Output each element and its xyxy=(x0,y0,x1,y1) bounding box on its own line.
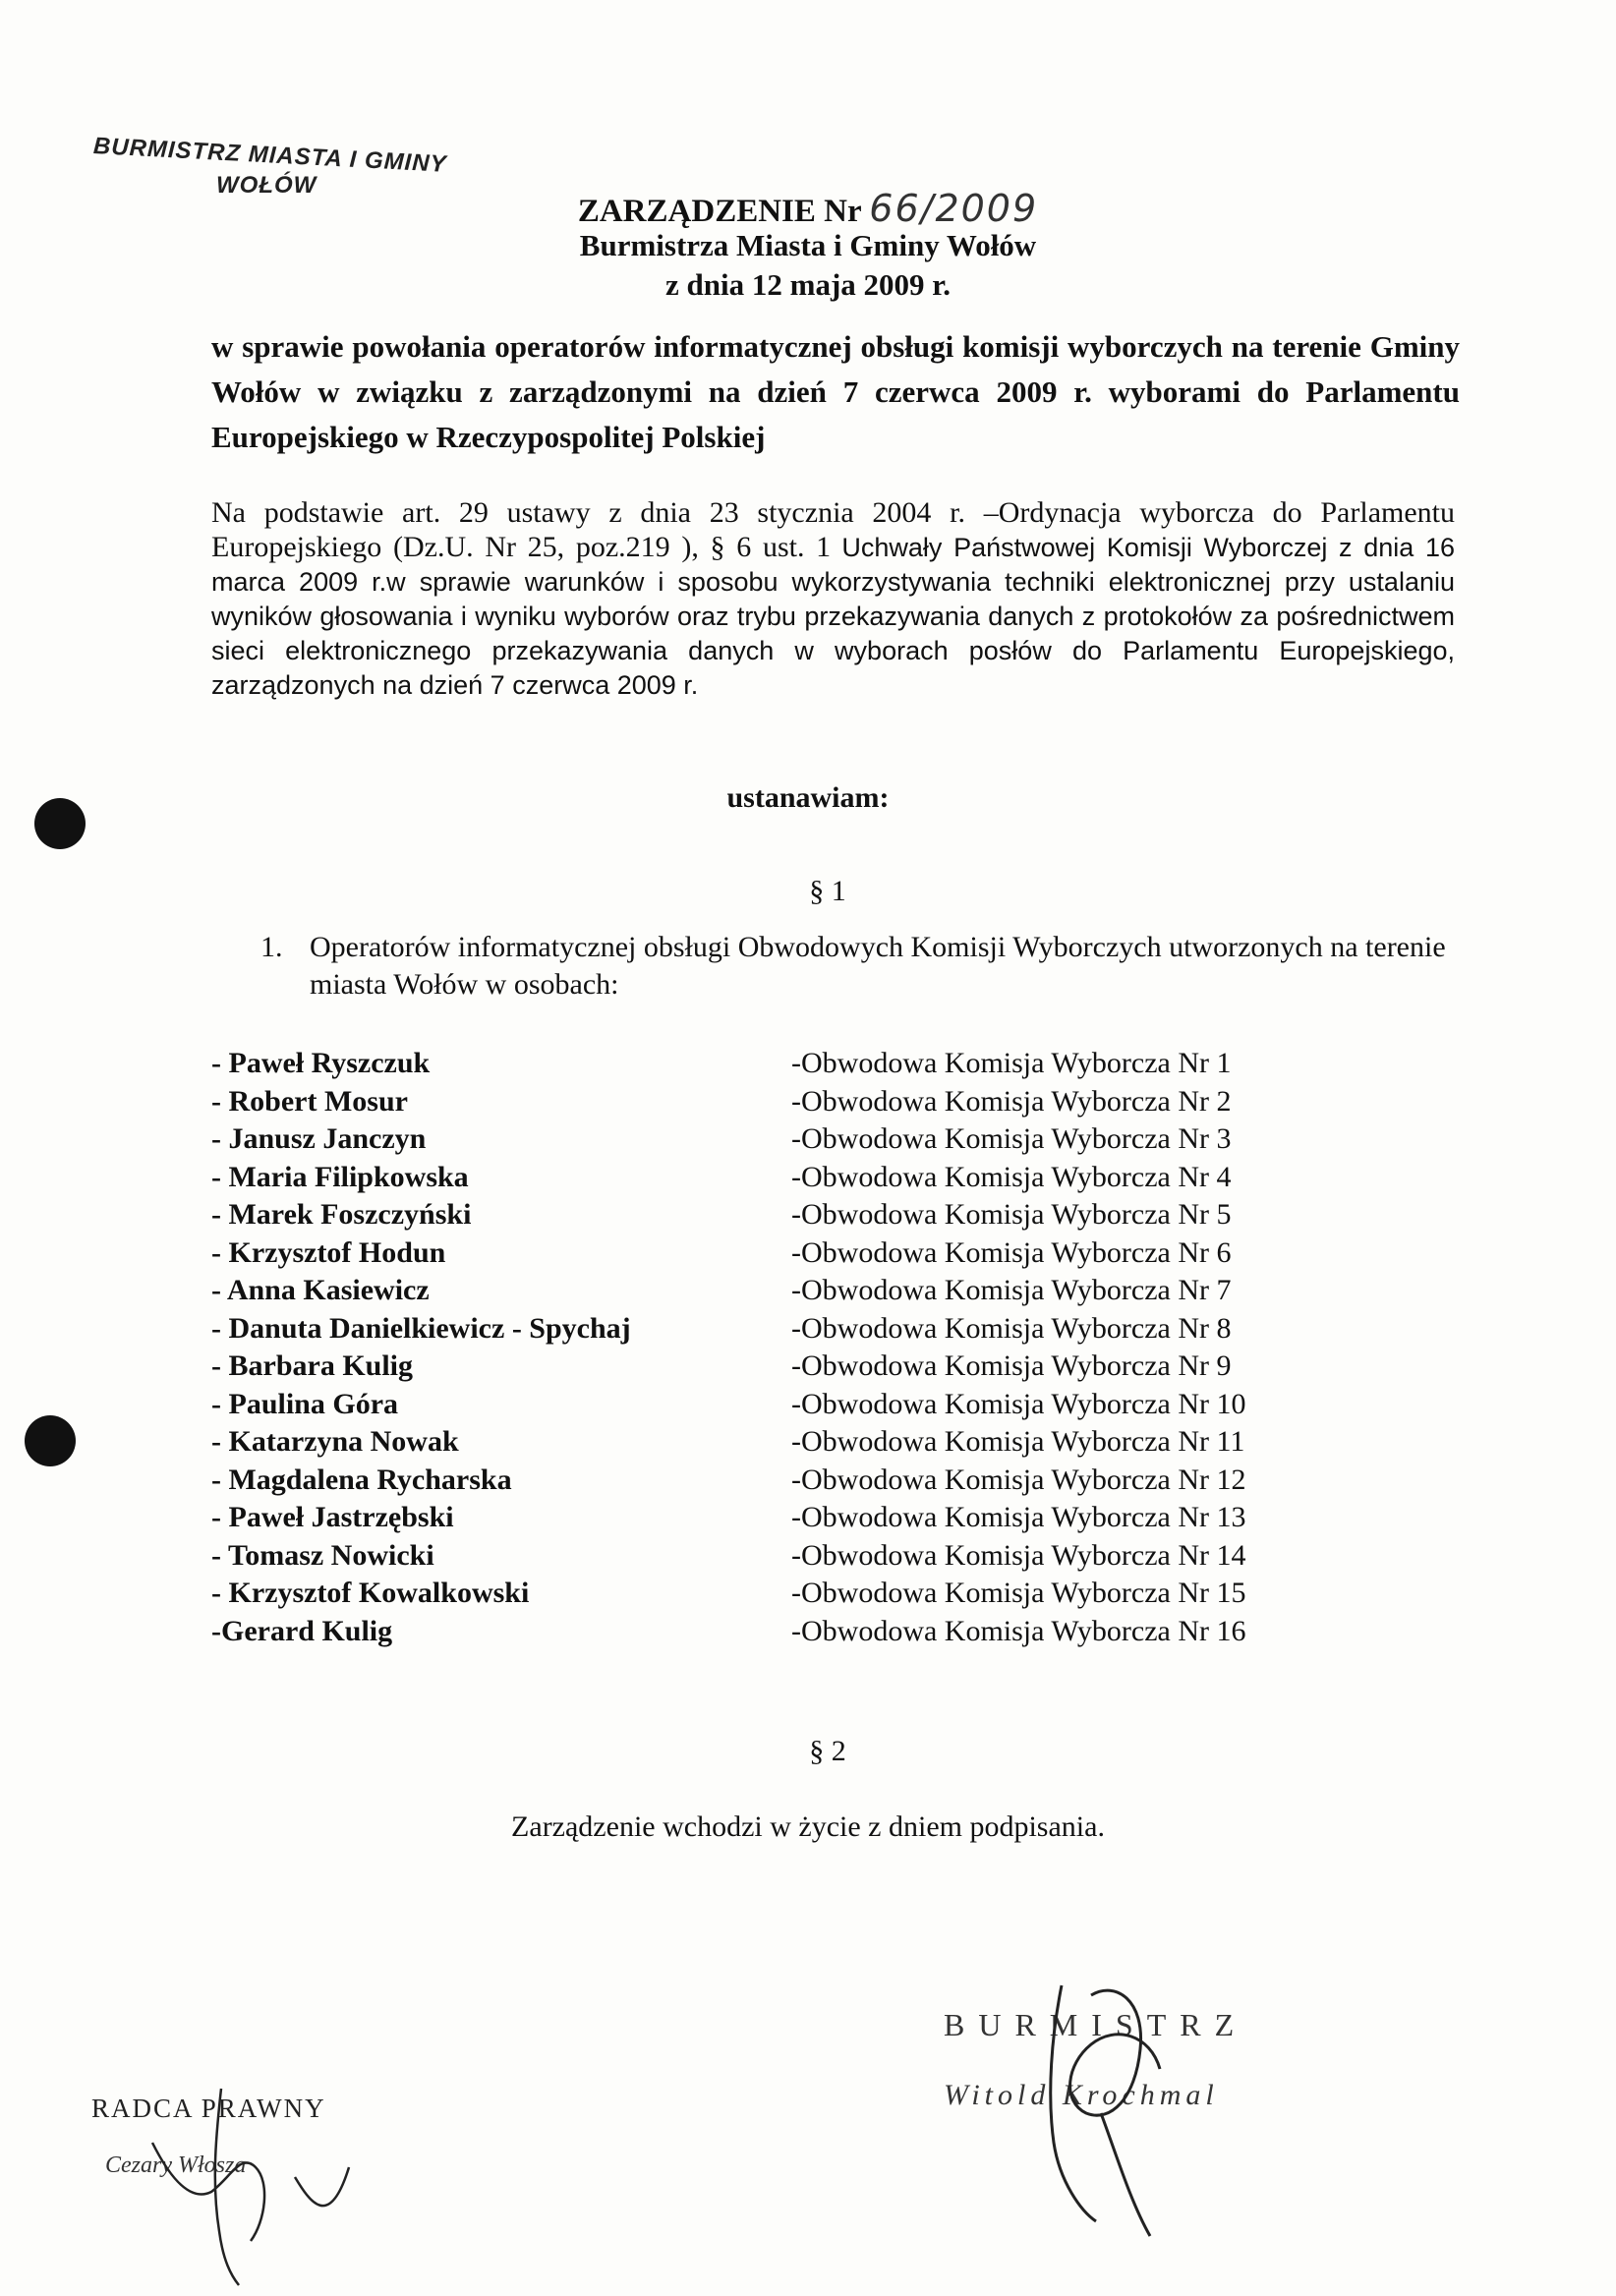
ustanawiam-heading: ustanawiam: xyxy=(726,781,890,814)
operator-row xyxy=(211,1577,1312,1615)
section-2-text: Zarządzenie wchodzi w życie z dniem podpisania. xyxy=(511,1810,1105,1843)
operator-row xyxy=(211,1236,1312,1275)
operator-commission: -Obwodowa Komisja Wyborcza Nr 12 xyxy=(791,1463,1246,1496)
stamp-line-2: WOŁÓW xyxy=(216,172,317,199)
operator-row xyxy=(211,1198,1312,1236)
operator-commission: -Obwodowa Komisja Wyborcza Nr 8 xyxy=(791,1311,1232,1345)
operator-row xyxy=(211,1464,1312,1502)
operator-commission: -Obwodowa Komisja Wyborcza Nr 10 xyxy=(791,1387,1246,1420)
counsel-signature-stamp xyxy=(84,2084,408,2290)
document-title xyxy=(0,187,1616,230)
item-number: 1. xyxy=(260,931,283,963)
counsel-title: RADCA PRAWNY xyxy=(91,2094,326,2123)
operator-row xyxy=(211,1274,1312,1312)
counsel-handwritten-signature xyxy=(84,2084,408,2290)
legal-basis-part-1: Na podstawie art. 29 ustawy z dnia 23 stycznia 2004 r. –Ordynacja wyborcza do Parlamentu Europejskiego (Dz.U. Nr 25, poz.219 ), § 6 ust. 1 xyxy=(211,496,1455,563)
operator-commission: -Obwodowa Komisja Wyborcza Nr 5 xyxy=(791,1198,1232,1231)
operator-commission: -Obwodowa Komisja Wyborcza Nr 11 xyxy=(791,1425,1245,1458)
mayor-title: BURMISTRZ xyxy=(944,2007,1248,2042)
operator-name: - Paweł Jastrzębski xyxy=(211,1501,454,1533)
handwritten-number: 66/2009 xyxy=(869,187,1039,230)
operator-commission: -Obwodowa Komisja Wyborcza Nr 7 xyxy=(791,1274,1232,1306)
operator-name: - Barbara Kulig xyxy=(211,1349,414,1382)
operator-row xyxy=(211,1349,1312,1388)
operator-commission: -Obwodowa Komisja Wyborcza Nr 3 xyxy=(791,1122,1232,1155)
section-1-heading: § 1 xyxy=(809,875,846,907)
operator-row xyxy=(211,1161,1312,1199)
punch-hole-bottom xyxy=(25,1415,76,1466)
punch-hole-top xyxy=(34,798,86,849)
counsel-name: Cezary Włosza xyxy=(105,2152,247,2178)
operator-name: - Marek Foszczyński xyxy=(211,1198,472,1231)
operator-row xyxy=(211,1615,1312,1653)
stamp-line-1: BURMISTRZ MIASTA I GMINY xyxy=(92,133,448,178)
operator-name: - Tomasz Nowicki xyxy=(211,1538,434,1572)
operator-name: - Krzysztof Hodun xyxy=(211,1235,446,1269)
operator-row xyxy=(211,1539,1312,1578)
operator-name: - Anna Kasiewicz xyxy=(211,1274,430,1306)
legal-basis xyxy=(211,496,1455,703)
operator-row xyxy=(211,1425,1312,1464)
title-prefix: ZARZĄDZENIE Nr xyxy=(577,194,862,229)
operator-commission: -Obwodowa Komisja Wyborcza Nr 13 xyxy=(791,1501,1246,1533)
operator-commission: -Obwodowa Komisja Wyborcza Nr 9 xyxy=(791,1349,1232,1382)
operator-commission: -Obwodowa Komisja Wyborcza Nr 15 xyxy=(791,1577,1246,1609)
operator-commission: -Obwodowa Komisja Wyborcza Nr 6 xyxy=(791,1235,1232,1269)
operator-commission: -Obwodowa Komisja Wyborcza Nr 4 xyxy=(791,1160,1232,1193)
operator-row xyxy=(211,1122,1312,1161)
operator-name: - Katarzyna Nowak xyxy=(211,1425,459,1458)
operator-commission: -Obwodowa Komisja Wyborcza Nr 1 xyxy=(791,1047,1232,1079)
operator-commission: -Obwodowa Komisja Wyborcza Nr 14 xyxy=(791,1538,1246,1572)
subject-text: w sprawie powołania operatorów informatycznej obsługi komisji wyborczych na terenie Gminy Wołów w związku z zarządzonymi na dzień 7 czerwca 2009 r. wyborami do Parlamentu Europejskiego w Rzeczypospolitej Polskiej xyxy=(211,329,1460,454)
section-1-item-1 xyxy=(260,929,1460,1004)
operator-list xyxy=(211,1047,1312,1652)
operator-name: - Danuta Danielkiewicz - Spychaj xyxy=(211,1311,631,1345)
operator-row xyxy=(211,1501,1312,1539)
operator-commission: -Obwodowa Komisja Wyborcza Nr 16 xyxy=(791,1614,1246,1647)
operator-name: - Maria Filipkowska xyxy=(211,1160,469,1193)
mayor-name: Witold Krochmal xyxy=(944,2079,1219,2111)
operator-row xyxy=(211,1388,1312,1426)
legal-basis-part-2: Uchwały Państwowej Komisji Wyborczej z dnia 16 marca 2009 r.w sprawie warunków i sposobu wykorzystywania techniki elektronicznej przy ustalaniu wyników głosowania i wyniku wyborów oraz trybu przekazywania danych z protokołów za pośrednictwem sieci elektronicznego przekazywania danych w wyborach posłów do Parlamentu Europejskiego, zarządzonych na dzień 7 czerwca 2009 r. xyxy=(211,533,1456,700)
date-line: z dnia 12 maja 2009 r. xyxy=(665,267,951,302)
operator-name: - Paweł Ryszczuk xyxy=(211,1047,431,1079)
operator-name: - Janusz Janczyn xyxy=(211,1122,427,1155)
mayor-handwritten-signature xyxy=(944,1976,1386,2251)
operator-row xyxy=(211,1085,1312,1123)
mayor-signature-stamp xyxy=(944,1976,1386,2251)
operator-name: - Magdalena Rycharska xyxy=(211,1463,512,1496)
operator-name: - Paulina Góra xyxy=(211,1387,399,1420)
operator-commission: -Obwodowa Komisja Wyborcza Nr 2 xyxy=(791,1084,1232,1118)
operator-row xyxy=(211,1312,1312,1350)
section-2-heading: § 2 xyxy=(809,1735,846,1767)
issuer-line: Burmistrza Miasta i Gminy Wołów xyxy=(579,228,1037,262)
operator-row xyxy=(211,1047,1312,1085)
item-text: Operatorów informatycznej obsługi Obwodowych Komisji Wyborczych utworzonych na terenie miasta Wołów w osobach: xyxy=(310,931,1446,1001)
operator-name: - Krzysztof Kowalkowski xyxy=(211,1577,530,1609)
operator-name: - Robert Mosur xyxy=(211,1084,408,1118)
operator-name: -Gerard Kulig xyxy=(211,1614,393,1647)
